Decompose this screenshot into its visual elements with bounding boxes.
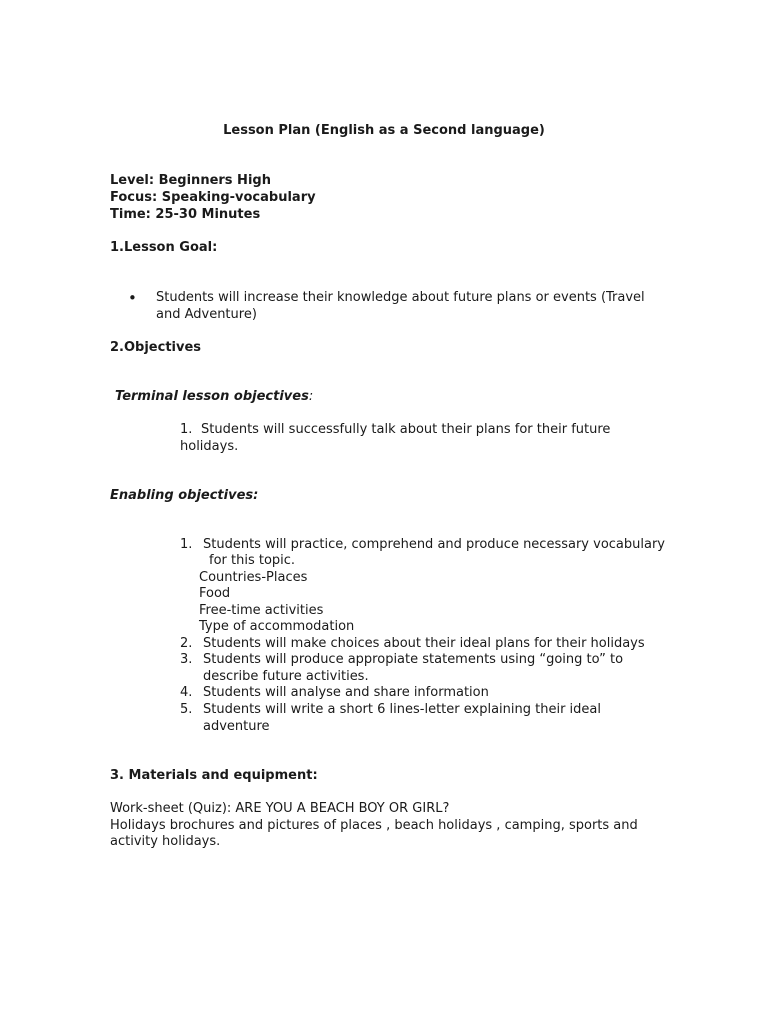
materials-heading: 3. Materials and equipment: <box>110 768 318 783</box>
enabling-item-1-line-1: Students will practice, comprehend and produce necessary vocabulary <box>203 537 666 552</box>
enabling-item-5-num: 5. <box>180 702 193 717</box>
enabling-item-4-line-1: Students will analyse and share information <box>203 685 489 700</box>
materials-line-3: activity holidays. <box>110 834 221 849</box>
materials-line-2: Holidays brochures and pictures of places , beach holidays , camping, sports and <box>110 818 638 833</box>
enabling-item-4-num: 4. <box>180 685 193 700</box>
enabling-sub-item-countries: Countries-Places <box>199 570 308 585</box>
terminal-objectives-heading: Terminal lesson objectives: <box>115 389 314 404</box>
enabling-objectives-heading: Enabling objectives: <box>110 488 259 503</box>
focus-line: Focus: Speaking-vocabulary <box>110 190 316 205</box>
enabling-item-2-num: 2. <box>180 636 193 651</box>
time-line: Time: 25-30 Minutes <box>110 207 261 222</box>
bullet-icon: • <box>128 289 137 307</box>
level-line: Level: Beginners High <box>110 173 271 188</box>
document-title: Lesson Plan (English as a Second language) <box>223 123 545 138</box>
enabling-item-3-line-1: Students will produce appropiate statements using “going to” to <box>203 652 624 667</box>
enabling-item-2-line-1: Students will make choices about their ideal plans for their holidays <box>203 636 645 651</box>
objectives-heading: 2.Objectives <box>110 340 202 355</box>
enabling-item-3-num: 3. <box>180 652 193 667</box>
enabling-sub-item-accommodation: Type of accommodation <box>199 619 355 634</box>
enabling-item-5-line-2: adventure <box>203 719 270 734</box>
enabling-item-1-num: 1. <box>180 537 193 552</box>
materials-line-1: Work-sheet (Quiz): ARE YOU A BEACH BOY OR GIRL? <box>110 801 450 816</box>
terminal-item-line-1: Students will successfully talk about their plans for their future <box>201 422 611 437</box>
lesson-goal-heading: 1.Lesson Goal: <box>110 240 218 255</box>
terminal-item-line-2: holidays. <box>180 439 239 454</box>
enabling-item-1-line-2: for this topic. <box>209 553 296 568</box>
terminal-item-num: 1. <box>180 422 193 437</box>
goal-bullet-line-2: and Adventure) <box>156 307 257 322</box>
enabling-item-5-line-1: Students will write a short 6 lines-letter explaining their ideal <box>203 702 601 717</box>
enabling-sub-item-free-time: Free-time activities <box>199 603 324 618</box>
goal-bullet-line-1: Students will increase their knowledge about future plans or events (Travel <box>156 290 645 305</box>
enabling-item-3-line-2: describe future activities. <box>203 669 369 684</box>
enabling-sub-item-food: Food <box>199 586 231 601</box>
